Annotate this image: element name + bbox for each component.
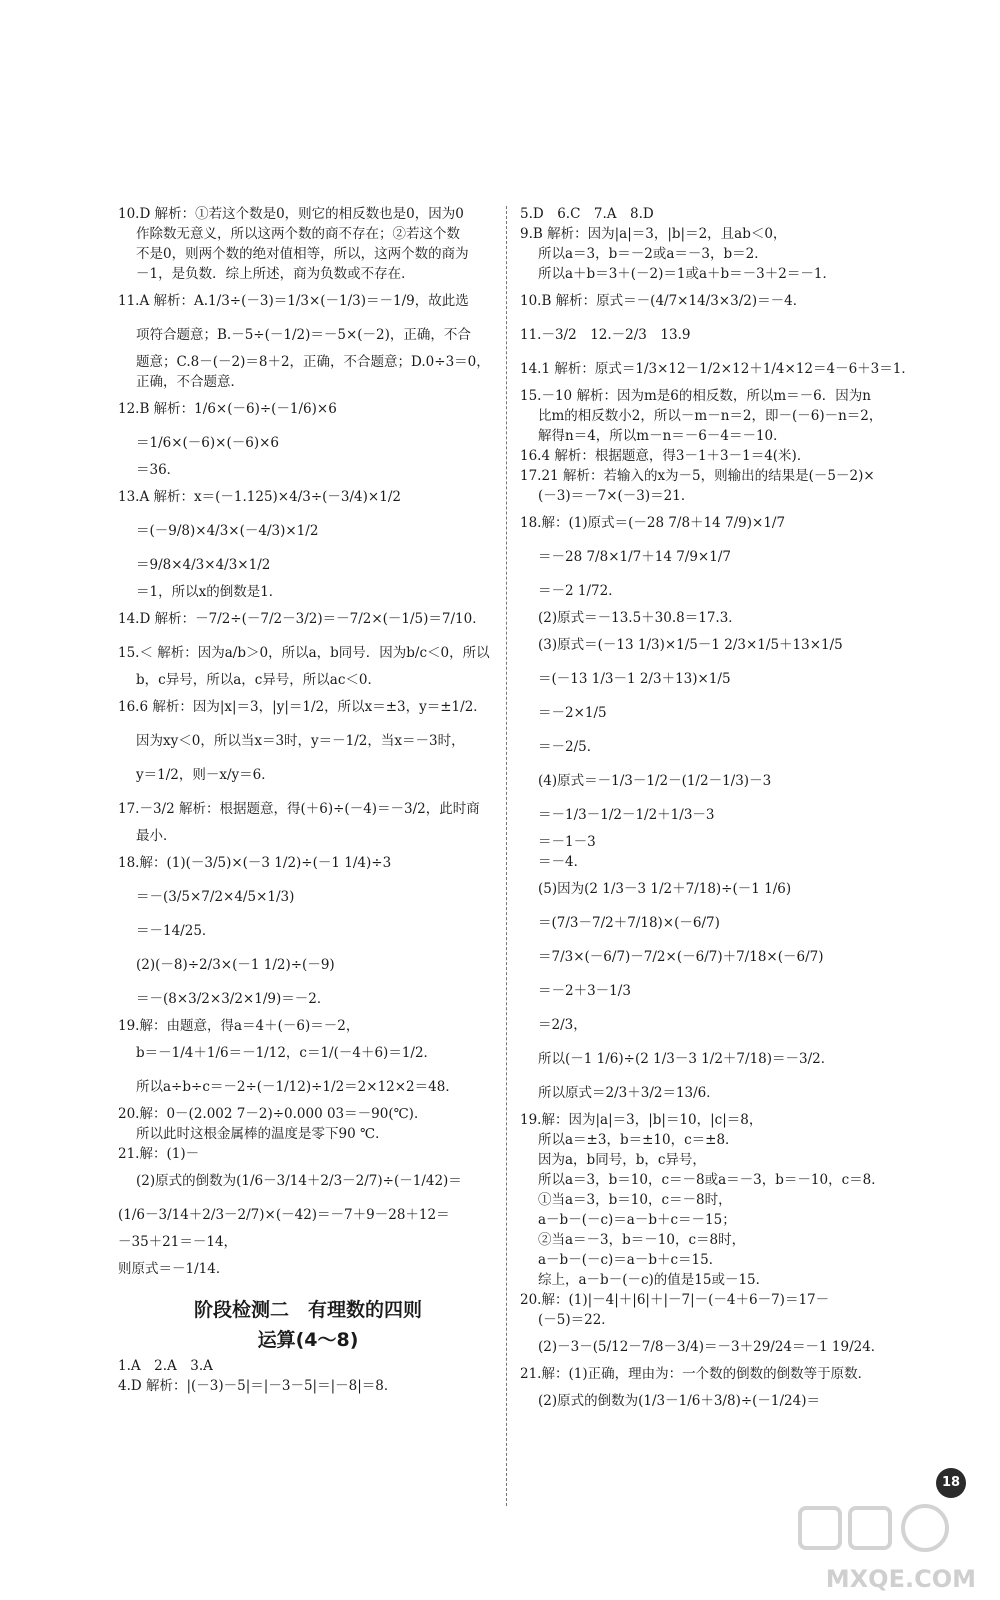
answer-line: y＝1/2，则－x/y＝6． bbox=[136, 767, 275, 783]
left-after-lines bbox=[118, 1356, 498, 1396]
answer-line: ＝－2/5． bbox=[538, 739, 601, 755]
answer-line: 21.解：(1)－ bbox=[118, 1146, 200, 1162]
answer-line: b＝－1/4＋1/6＝－1/12，c＝1/(－4＋6)＝1/2． bbox=[136, 1045, 438, 1061]
answer-line: 19.解：由题意，得a＝4＋(－6)＝－2， bbox=[118, 1018, 360, 1034]
answer-line: －1，是负数．综上所述，商为负数或不存在． bbox=[136, 266, 415, 282]
page-number-badge: 18 bbox=[936, 1468, 966, 1498]
answer-line: 比m的相反数小2，所以－m－n＝2，即－(－6)－n＝2， bbox=[538, 408, 883, 424]
answer-line: 所以a÷b÷c＝－2÷(－1/12)÷1/2＝2×12×2＝48． bbox=[136, 1079, 459, 1095]
answer-line: a－b－(－c)＝a－b＋c＝15． bbox=[538, 1252, 723, 1268]
answer-line: ＝(7/3－7/2＋7/18)×(－6/7) bbox=[538, 915, 720, 931]
answer-line: 所以a＝±3，b＝±10，c＝±8． bbox=[538, 1132, 739, 1148]
answer-line: ＝－28 7/8×1/7＋14 7/9×1/7 bbox=[538, 549, 731, 565]
answer-line: 14.1 解析：原式＝1/3×12－1/2×12＋1/4×12＝4－6＋3＝1． bbox=[520, 361, 915, 377]
answer-line: 17.21 解析：若输入的x为－5，则输出的结果是(－5－2)× bbox=[520, 468, 875, 484]
answer-line: ＝1，所以x的倒数是1． bbox=[136, 584, 283, 600]
answer-line: (5)因为(2 1/3－3 1/2＋7/18)÷(－1 1/6) bbox=[538, 881, 792, 897]
answer-line: 16.6 解析：因为|x|＝3，|y|＝1/2，所以x＝±3，y＝±1/2． bbox=[118, 699, 487, 715]
right-column bbox=[520, 204, 940, 1418]
answer-line: 题意；C.8－(－2)＝8＋2，正确，不合题意；D.0÷3＝0， bbox=[136, 354, 490, 370]
answer-line: 20.解：(1)|－4|＋|6|＋|－7|－(－4＋6－7)＝17－ bbox=[520, 1292, 830, 1308]
answer-line: ①当a＝3，b＝10，c＝－8时， bbox=[538, 1192, 732, 1208]
answer-line: 13.A 解析：x＝(－1.125)×4/3÷(－3/4)×1/2 bbox=[118, 489, 401, 505]
answer-line: 所以原式＝2/3＋3/2＝13/6． bbox=[538, 1085, 720, 1101]
answer-line: ＝－1/3－1/2－1/2＋1/3－3 bbox=[538, 807, 715, 823]
answer-line: 最小． bbox=[136, 828, 177, 844]
answer-line: 16.4 解析：根据题意，得3－1＋3－1＝4(米)． bbox=[520, 448, 811, 464]
answer-line: 所以此时这根金属棒的温度是零下90 ℃． bbox=[136, 1126, 389, 1142]
answer-line: ＝1/6×(－6)×(－6)×6 bbox=[136, 435, 279, 451]
answer-line: 10.B 解析：原式＝－(4/7×14/3×3/2)＝－4． bbox=[520, 293, 807, 309]
answer-line: 项符合题意；B.－5÷(－1/2)＝－5×(－2)，正确，不合 bbox=[136, 327, 471, 343]
answer-line: (2)原式＝－13.5＋30.8＝17.3． bbox=[538, 610, 742, 626]
answer-line: (3)原式＝(－13 1/3)×1/5－1 2/3×1/5＋13×1/5 bbox=[538, 637, 843, 653]
answer-line: 因为xy＜0，所以当x＝3时，y＝－1/2，当x＝－3时， bbox=[136, 733, 465, 749]
answer-line: a－b－(－c)＝a－b＋c＝－15； bbox=[538, 1212, 736, 1228]
section-title-line2: 运算(4～8) bbox=[257, 1329, 359, 1351]
answer-line: 20.解：0－(2.002 7－2)÷0.000 03＝－90(℃)． bbox=[118, 1106, 428, 1122]
answer-line: ＝－14/25． bbox=[136, 923, 216, 939]
answer-line: 所以(－1 1/6)÷(2 1/3－3 1/2＋7/18)＝－3/2． bbox=[538, 1051, 835, 1067]
answer-line: 21.解：(1)正确，理由为：一个数的倒数的倒数等于原数． bbox=[520, 1366, 872, 1382]
answer-line: －35＋21＝－14， bbox=[118, 1234, 238, 1250]
answer-line: ＝－1－3 bbox=[538, 834, 596, 850]
answer-line: 18.解：(1)原式＝(－28 7/8＋14 7/9)×1/7 bbox=[520, 515, 786, 531]
answer-line: (1/6－3/14＋2/3－2/7)×(－42)＝－7＋9－28＋12＝ bbox=[118, 1207, 450, 1223]
answer-line: 12.B 解析：1/6×(－6)÷(－1/6)×6 bbox=[118, 401, 337, 417]
answer-line: 15.－10 解析：因为m是6的相反数，所以m＝－6．因为n bbox=[520, 388, 871, 404]
answer-line: ＝－(3/5×7/2×4/5×1/3) bbox=[136, 889, 295, 905]
answer-line: (4)原式＝－1/3－1/2－(1/2－1/3)－3 bbox=[538, 773, 772, 789]
section-title-line1: 阶段检测二 有理数的四则 bbox=[193, 1299, 422, 1321]
answer-line: ＝(－9/8)×4/3×(－4/3)×1/2 bbox=[136, 523, 319, 539]
right-answer-lines bbox=[520, 204, 940, 1418]
answer-line: 18.解：(1)(－3/5)×(－3 1/2)÷(－1 1/4)÷3 bbox=[118, 855, 392, 871]
answer-line: 17.－3/2 解析：根据题意，得(＋6)÷(－4)＝－3/2，此时商 bbox=[118, 801, 480, 817]
answer-line: 解得n＝4，所以m－n＝－6－4＝－10． bbox=[538, 428, 787, 444]
answer-line: (2)原式的倒数为(1/6－3/14＋2/3－2/7)÷(－1/42)＝ bbox=[136, 1173, 462, 1189]
answer-line: 因为a，b同号，b，c异号， bbox=[538, 1152, 706, 1168]
answer-line: 作除数无意义，所以这两个数的商不存在；②若这个数 bbox=[136, 226, 460, 242]
answer-line: ＝36． bbox=[136, 462, 181, 478]
answer-line: 所以a＋b＝3＋(－2)＝1或a＋b＝－3＋2＝－1． bbox=[538, 266, 836, 282]
answer-line: (－3)＝－7×(－3)＝21． bbox=[538, 488, 695, 504]
answer-line: 所以a＝3，b＝10，c＝－8或a＝－3，b＝－10，c＝8． bbox=[538, 1172, 885, 1188]
left-answer-lines bbox=[118, 204, 498, 1286]
answer-line: 10.D 解析：①若这个数是0，则它的相反数也是0，因为0 bbox=[118, 206, 464, 222]
left-column bbox=[118, 204, 498, 1396]
answer-line: ＝9/8×4/3×4/3×1/2 bbox=[136, 557, 271, 573]
answer-line: (2)(－8)÷2/3×(－1 1/2)÷(－9) bbox=[136, 957, 335, 973]
answer-line: ②当a＝－3，b＝－10，c＝8时， bbox=[538, 1232, 746, 1248]
answer-line: (2)原式的倒数为(1/3－1/6＋3/8)÷(－1/24)＝ bbox=[538, 1393, 820, 1409]
answer-line: ＝－(8×3/2×3/2×1/9)＝－2． bbox=[136, 991, 331, 1007]
answer-line: 9.B 解析：因为|a|＝3，|b|＝2，且ab＜0， bbox=[520, 226, 787, 242]
watermark-logo bbox=[760, 1500, 980, 1595]
answer-line: 14.D 解析：－7/2÷(－7/2－3/2)＝－7/2×(－1/5)＝7/10． bbox=[118, 611, 486, 627]
answer-line: 11.A 解析：A.1/3÷(－3)＝1/3×(－1/3)＝－1/9，故此选 bbox=[118, 293, 469, 309]
answer-line: ＝(－13 1/3－1 2/3＋13)×1/5 bbox=[538, 671, 731, 687]
answer-line: (2)－3－(5/12－7/8－3/4)＝－3＋29/24＝－1 19/24． bbox=[538, 1339, 885, 1355]
answer-line: 5.D 6.C 7.A 8.D bbox=[520, 206, 654, 222]
answer-line: ＝－2＋3－1/3 bbox=[538, 983, 631, 999]
watermark-text: MXQE.COM bbox=[825, 1565, 976, 1593]
answer-line: 11.－3/2 12.－2/3 13.9 bbox=[520, 327, 691, 343]
answer-line: b，c异号，所以a，c异号，所以ac＜0． bbox=[136, 672, 382, 688]
answer-line: ＝7/3×(－6/7)－7/2×(－6/7)＋7/18×(－6/7) bbox=[538, 949, 824, 965]
answer-line: ＝－4． bbox=[538, 854, 588, 870]
answer-line: 15.＜ 解析：因为a/b＞0，所以a，b同号．因为b/c＜0，所以 bbox=[118, 645, 490, 661]
answer-line: 19.解：因为|a|＝3，|b|＝10，|c|＝8， bbox=[520, 1112, 763, 1128]
answer-line: (－5)＝22． bbox=[538, 1312, 615, 1328]
column-divider bbox=[506, 206, 507, 1506]
answer-line: 1.A 2.A 3.A bbox=[118, 1358, 213, 1374]
answer-line: 则原式＝－1/14． bbox=[118, 1261, 230, 1277]
answer-line: 综上，a－b－(－c)的值是15或－15． bbox=[538, 1272, 770, 1288]
answer-line: 4.D 解析：|(－3)－5|＝|－3－5|＝|－8|＝8． bbox=[118, 1378, 398, 1394]
answer-line: 不是0，则两个数的绝对值相等，所以，这两个数的商为 bbox=[136, 246, 469, 262]
answer-line: ＝－2×1/5 bbox=[538, 705, 607, 721]
answer-line: ＝－2 1/72． bbox=[538, 583, 622, 599]
answer-line: 正确，不合题意． bbox=[136, 374, 244, 390]
answer-line: ＝2/3， bbox=[538, 1017, 587, 1033]
answer-line: 所以a＝3，b＝－2或a＝－3，b＝2． bbox=[538, 246, 768, 262]
